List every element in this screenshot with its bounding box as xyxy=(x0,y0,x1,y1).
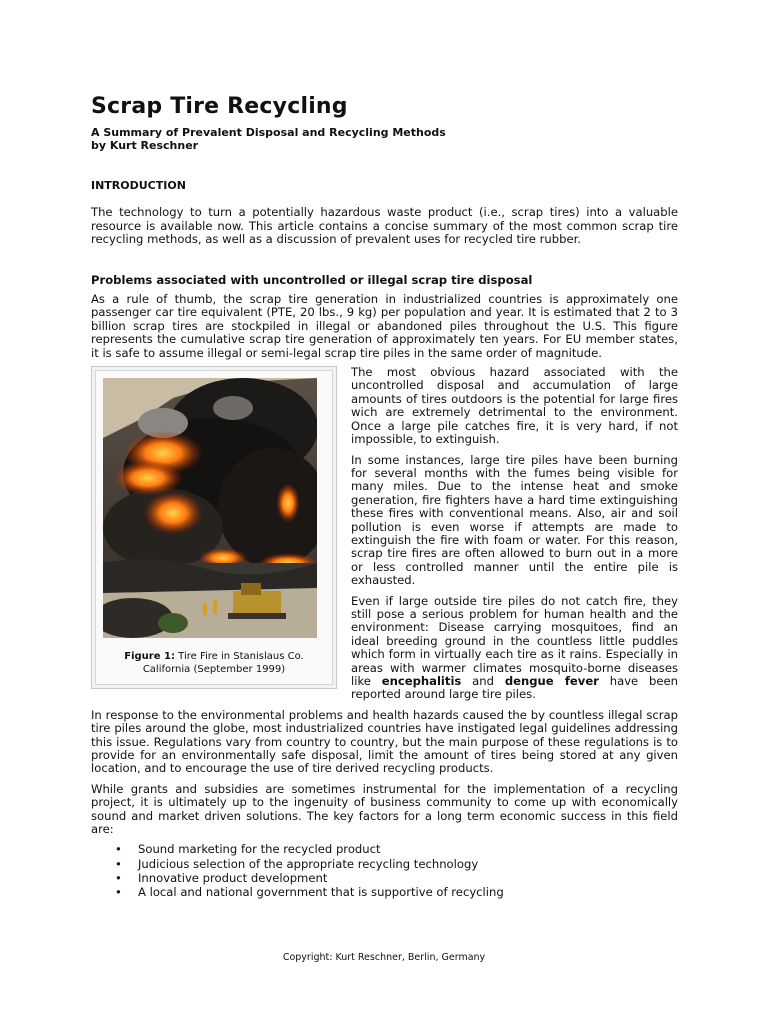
paragraph-burning-piles: In some instances, large tire piles have been burning for several months with the fumes being visible for many miles. Due to the intense heat and smoke generation, fire fighters have a hard time extinguishing these fires with conventional means. Also, air and soil pollution is even worse if attempts are made to extinguish the fire with foam or water. For this reason, scrap tire fires are often allowed to burn out in a more or less controlled manner until the entire pile is exhausted. xyxy=(351,452,678,588)
problems-heading: Problems associated with uncontrolled or illegal scrap tire disposal xyxy=(91,272,533,287)
paragraph-scrap-generation xyxy=(91,293,678,360)
list-item: • Sound marketing for the recycled product xyxy=(91,842,678,856)
paragraph-health-text-b: and xyxy=(461,674,505,688)
disease-dengue-fever: dengue fever xyxy=(504,674,599,688)
document-page xyxy=(91,94,678,899)
subtitle xyxy=(91,126,678,152)
subtitle-line: A Summary of Prevalent Disposal and Recycling Methods xyxy=(91,126,446,139)
list-item: • A local and national government that is supportive of recycling xyxy=(91,885,678,899)
author-line: by Kurt Reschner xyxy=(91,139,199,152)
paragraph-health-text-c: have been reported around large tire piles. xyxy=(351,674,679,702)
intro-heading: INTRODUCTION xyxy=(91,179,186,192)
key-factors-list xyxy=(91,842,678,899)
figure-caption xyxy=(103,651,325,679)
paragraph-regulations: In response to the environmental problems and health hazards caused the by countless illegal scrap tire piles around the globe, most industrialized countries have instigated legal guidelines addressing this issue. Regulations vary from country to country, but the main purpose of these regulations is to provide for an environmentally safe disposal, limit the amount of tires being stored at any given location, and to encourage the use of tire derived recycling products. xyxy=(91,707,678,776)
figure-wrap xyxy=(91,366,678,702)
figure-caption-text: Tire Fire in Stanislaus Co. California (September 1999) xyxy=(142,651,304,675)
paragraph-health-text-a: Even if large outside tire piles do not catch fire, they still pose a serious problem for human health and the environment: Disease carrying mosquitoes, find an ideal breeding ground in the countless little puddles which form in virtually each tire as it rains. Especially in areas with warmer climates mosquito-borne diseases like xyxy=(351,593,678,688)
list-item: • Innovative product development xyxy=(91,871,678,885)
list-item: • Judicious selection of the appropriate recycling technology xyxy=(91,857,678,871)
tire-fire-photo xyxy=(103,378,317,638)
intro-paragraph: The technology to turn a potentially hazardous waste product (i.e., scrap tires) into a valuable resource is available now. This article contains a concise summary of the most common scrap tire recycling methods, as well as a discussion of prevalent uses for recycled tire rubber. xyxy=(91,205,678,247)
page-title: Scrap Tire Recycling xyxy=(91,94,348,119)
paragraph-text: As a rule of thumb, the scrap tire generation in industrialized countries is approximately one passenger car tire equivalent (PTE, 20 lbs., 9 kg) per population and year. It is estimated that 2 to 3 billion scrap tires are stockpiled in illegal or abandoned piles throughout the U.S. This figure represents the cumulative scrap tire generation of approximately ten years. For EU member states, it is safe to assume illegal or semi-legal scrap tire piles in the same order of magnitude. xyxy=(91,292,678,360)
figure-caption-label: Figure 1: xyxy=(124,651,175,663)
paragraph-fire-hazard: The most obvious hazard associated with the uncontrolled disposal and accumulation of large amounts of tires outdoors is the potential for large fires wich are extremely detrimental to the environment. Once a large pile catches fire, it is very hard, if not impossible, to extinguish. xyxy=(351,365,678,447)
disease-encephalitis: encephalitis xyxy=(381,674,462,688)
paragraph-key-factors: While grants and subsidies are sometimes instrumental for the implementation of a recycling project, it is ultimately up to the ingenuity of business community to come up with economically sound and market driven solutions. The key factors for a long term economic success in this field are: xyxy=(91,781,678,837)
figure-1 xyxy=(91,366,337,689)
copyright-footer: Copyright: Kurt Reschner, Berlin, Germany xyxy=(282,952,486,963)
figure-frame xyxy=(95,370,333,685)
